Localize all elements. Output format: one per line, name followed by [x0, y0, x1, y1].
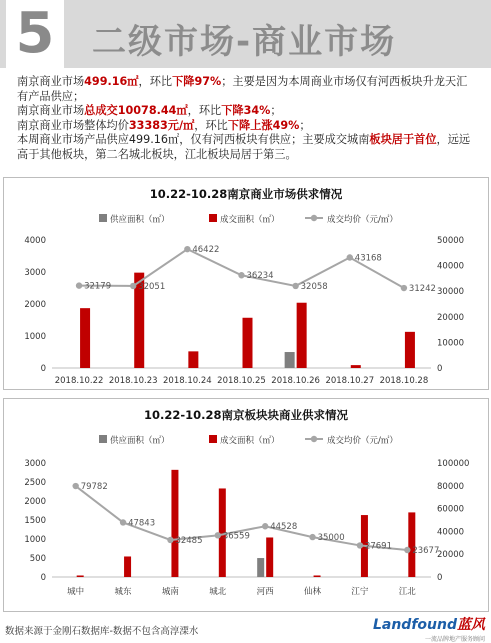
y-tick-label-left: 3000 — [24, 268, 46, 278]
avg-price-point — [72, 483, 78, 489]
highlight-text: 499.16㎡ — [84, 75, 139, 88]
y-tick-label-right: 0 — [437, 364, 443, 374]
summary-line — [17, 133, 475, 162]
x-tick-label: 仙林 — [304, 587, 322, 597]
y-tick-label-right: 60000 — [437, 504, 465, 515]
data-source-note: 数据来源于金刚石数据库-数据不包含高淳溧水 — [5, 626, 199, 637]
deal-area-bar — [188, 351, 198, 368]
summary-text-segment: ，远远高于其他板块，第二名城北板块，江北板块局居于第三。 — [17, 133, 471, 161]
avg-price-label: 36234 — [246, 271, 274, 282]
brand-name-cn: 蓝风 — [457, 617, 485, 633]
chart-panel-daily — [3, 177, 489, 390]
highlight-text: 33383元/㎡ — [128, 118, 195, 132]
summary-text-segment: 南京商业市场 — [17, 104, 85, 117]
deal-area-bar — [171, 470, 178, 577]
x-tick-label: 城北 — [209, 587, 227, 597]
avg-price-label: 44528 — [270, 522, 298, 533]
deal-area-bar — [77, 575, 84, 577]
avg-price-label: 47843 — [128, 518, 156, 529]
y-tick-label-left: 2000 — [24, 497, 46, 507]
legend-swatch — [209, 435, 217, 443]
avg-price-point — [404, 547, 410, 553]
highlight-text: 下降97% — [172, 75, 222, 88]
y-tick-label-right: 10000 — [437, 338, 465, 349]
x-tick-label: 2018.10.22 — [54, 376, 104, 386]
x-tick-label: 江北 — [398, 587, 416, 597]
district-market-chart — [4, 399, 488, 611]
y-tick-label-left: 4000 — [24, 236, 46, 246]
avg-price-label: 46422 — [192, 245, 220, 256]
summary-text — [17, 75, 475, 162]
deal-area-bar — [314, 575, 321, 577]
y-tick-label-right: 30000 — [437, 287, 465, 298]
daily-market-chart — [4, 178, 488, 389]
avg-price-label: 32058 — [300, 281, 328, 292]
legend-label: 供应面积（㎡） — [110, 215, 170, 225]
avg-price-point — [309, 534, 315, 540]
y-tick-label-left: 3000 — [24, 459, 46, 469]
avg-price-label: 35000 — [317, 533, 345, 544]
legend-label: 成交均价（元/㎡） — [327, 215, 398, 225]
y-tick-label-right: 0 — [437, 573, 443, 583]
y-tick-label-left: 2500 — [24, 478, 46, 488]
x-tick-label: 2018.10.23 — [108, 376, 158, 386]
section-title: 二级市场-商业市场 — [92, 22, 397, 62]
deal-area-bar — [405, 332, 415, 368]
chart-panel-district — [3, 398, 489, 612]
legend-label: 成交面积（㎡） — [220, 436, 280, 446]
y-tick-label-right: 40000 — [437, 527, 465, 538]
section-header — [0, 0, 491, 68]
summary-line — [17, 119, 475, 134]
summary-text-segment: ，环比 — [194, 118, 228, 132]
avg-price-label: 43168 — [354, 253, 382, 264]
legend-swatch — [99, 435, 107, 443]
avg-price-point — [401, 285, 407, 291]
deal-area-bar — [351, 365, 361, 368]
deal-area-bar — [297, 303, 307, 368]
legend-swatch — [311, 436, 317, 442]
legend-label: 成交面积（㎡） — [220, 215, 280, 225]
brand-logo — [373, 614, 485, 643]
y-tick-label-left: 1000 — [24, 535, 46, 545]
deal-area-bar — [408, 512, 415, 577]
summary-line — [17, 104, 475, 119]
avg-price-point — [347, 254, 353, 260]
chart-title: 10.22-10.28南京板块块商业供求情况 — [143, 408, 349, 422]
summary-text-segment: ，环比 — [187, 104, 222, 117]
y-tick-label-left: 0 — [40, 364, 46, 374]
y-tick-label-left: 500 — [29, 554, 46, 564]
summary-text-segment: ； — [299, 118, 311, 132]
highlight-text: 总成交10078.44㎡ — [84, 104, 188, 117]
avg-price-point — [262, 523, 268, 529]
highlight-text: 下降上涨49% — [227, 118, 300, 132]
legend-label: 供应面积（㎡） — [110, 436, 170, 446]
y-tick-label-right: 50000 — [437, 236, 465, 246]
avg-price-point — [76, 282, 82, 288]
legend-swatch — [209, 214, 217, 222]
avg-price-point — [215, 532, 221, 538]
x-tick-label: 2018.10.25 — [217, 376, 266, 386]
summary-text-segment: ；主要是因为本周商业市场仅有河西板块升龙天汇有产品供应； — [17, 75, 468, 103]
avg-price-point — [238, 272, 244, 278]
avg-price-point — [357, 542, 363, 548]
highlight-text: 下降34% — [221, 104, 271, 117]
avg-price-point — [120, 519, 126, 525]
deal-area-bar — [80, 308, 90, 368]
avg-price-point — [167, 537, 173, 543]
x-tick-label: 2018.10.26 — [271, 376, 320, 386]
legend-label: 成交均价（元/㎡） — [327, 436, 398, 446]
chart-title: 10.22-10.28南京商业市场供求情况 — [149, 187, 343, 201]
y-tick-label-right: 80000 — [437, 481, 465, 492]
x-tick-label: 2018.10.27 — [325, 376, 375, 386]
avg-price-label: 23677 — [412, 546, 440, 557]
summary-text-segment: ； — [270, 104, 282, 117]
summary-text-segment: 南京商业市场 — [17, 75, 85, 88]
avg-price-label: 32179 — [84, 281, 112, 292]
x-tick-label: 江宁 — [351, 587, 369, 597]
y-tick-label-left: 2000 — [24, 300, 46, 310]
deal-area-bar — [124, 556, 131, 577]
x-tick-label: 河西 — [256, 587, 274, 597]
summary-line — [17, 75, 475, 104]
x-tick-label: 2018.10.28 — [379, 376, 429, 386]
legend-swatch — [311, 215, 317, 221]
x-tick-label: 城中 — [67, 587, 85, 597]
deal-area-bar — [266, 537, 273, 577]
brand-tagline: 一流品牌地产服务顾问 — [424, 636, 485, 643]
y-tick-label-right: 20000 — [437, 312, 465, 323]
avg-price-point — [292, 283, 298, 289]
x-tick-label: 城南 — [161, 587, 179, 597]
summary-text-segment: 南京商业市场整体均价 — [17, 118, 129, 132]
y-tick-label-left: 1000 — [24, 332, 46, 342]
summary-text-segment: ，环比 — [138, 75, 173, 88]
avg-price-point — [130, 283, 136, 289]
avg-price-label: 36559 — [222, 531, 250, 542]
brand-name: Landfound — [372, 617, 457, 633]
deal-area-bar — [243, 318, 253, 368]
section-number: 5 — [6, 0, 64, 68]
y-tick-label-right: 40000 — [437, 261, 465, 272]
y-tick-label-right: 100000 — [437, 459, 470, 469]
avg-price-label: 31242 — [408, 284, 436, 295]
y-tick-label-left: 1500 — [24, 516, 46, 526]
supply-area-bar — [257, 558, 264, 577]
avg-price-label: 27691 — [364, 541, 392, 552]
legend-swatch — [99, 214, 107, 222]
supply-area-bar — [285, 352, 295, 368]
avg-price-point — [184, 246, 190, 252]
y-tick-label-right: 20000 — [437, 550, 465, 561]
x-tick-label: 城东 — [114, 587, 132, 597]
avg-price-label: 79782 — [80, 482, 108, 493]
y-tick-label-left: 0 — [40, 573, 46, 583]
summary-text-segment: 本周商业市场产品供应499.16㎡，仅有河西板块有供应；主要成交城南 — [17, 133, 370, 146]
avg-price-label: 32051 — [138, 281, 166, 292]
highlight-text: 板块居于首位 — [369, 133, 437, 146]
avg-price-label: 32485 — [175, 535, 203, 546]
x-tick-label: 2018.10.24 — [163, 376, 212, 386]
